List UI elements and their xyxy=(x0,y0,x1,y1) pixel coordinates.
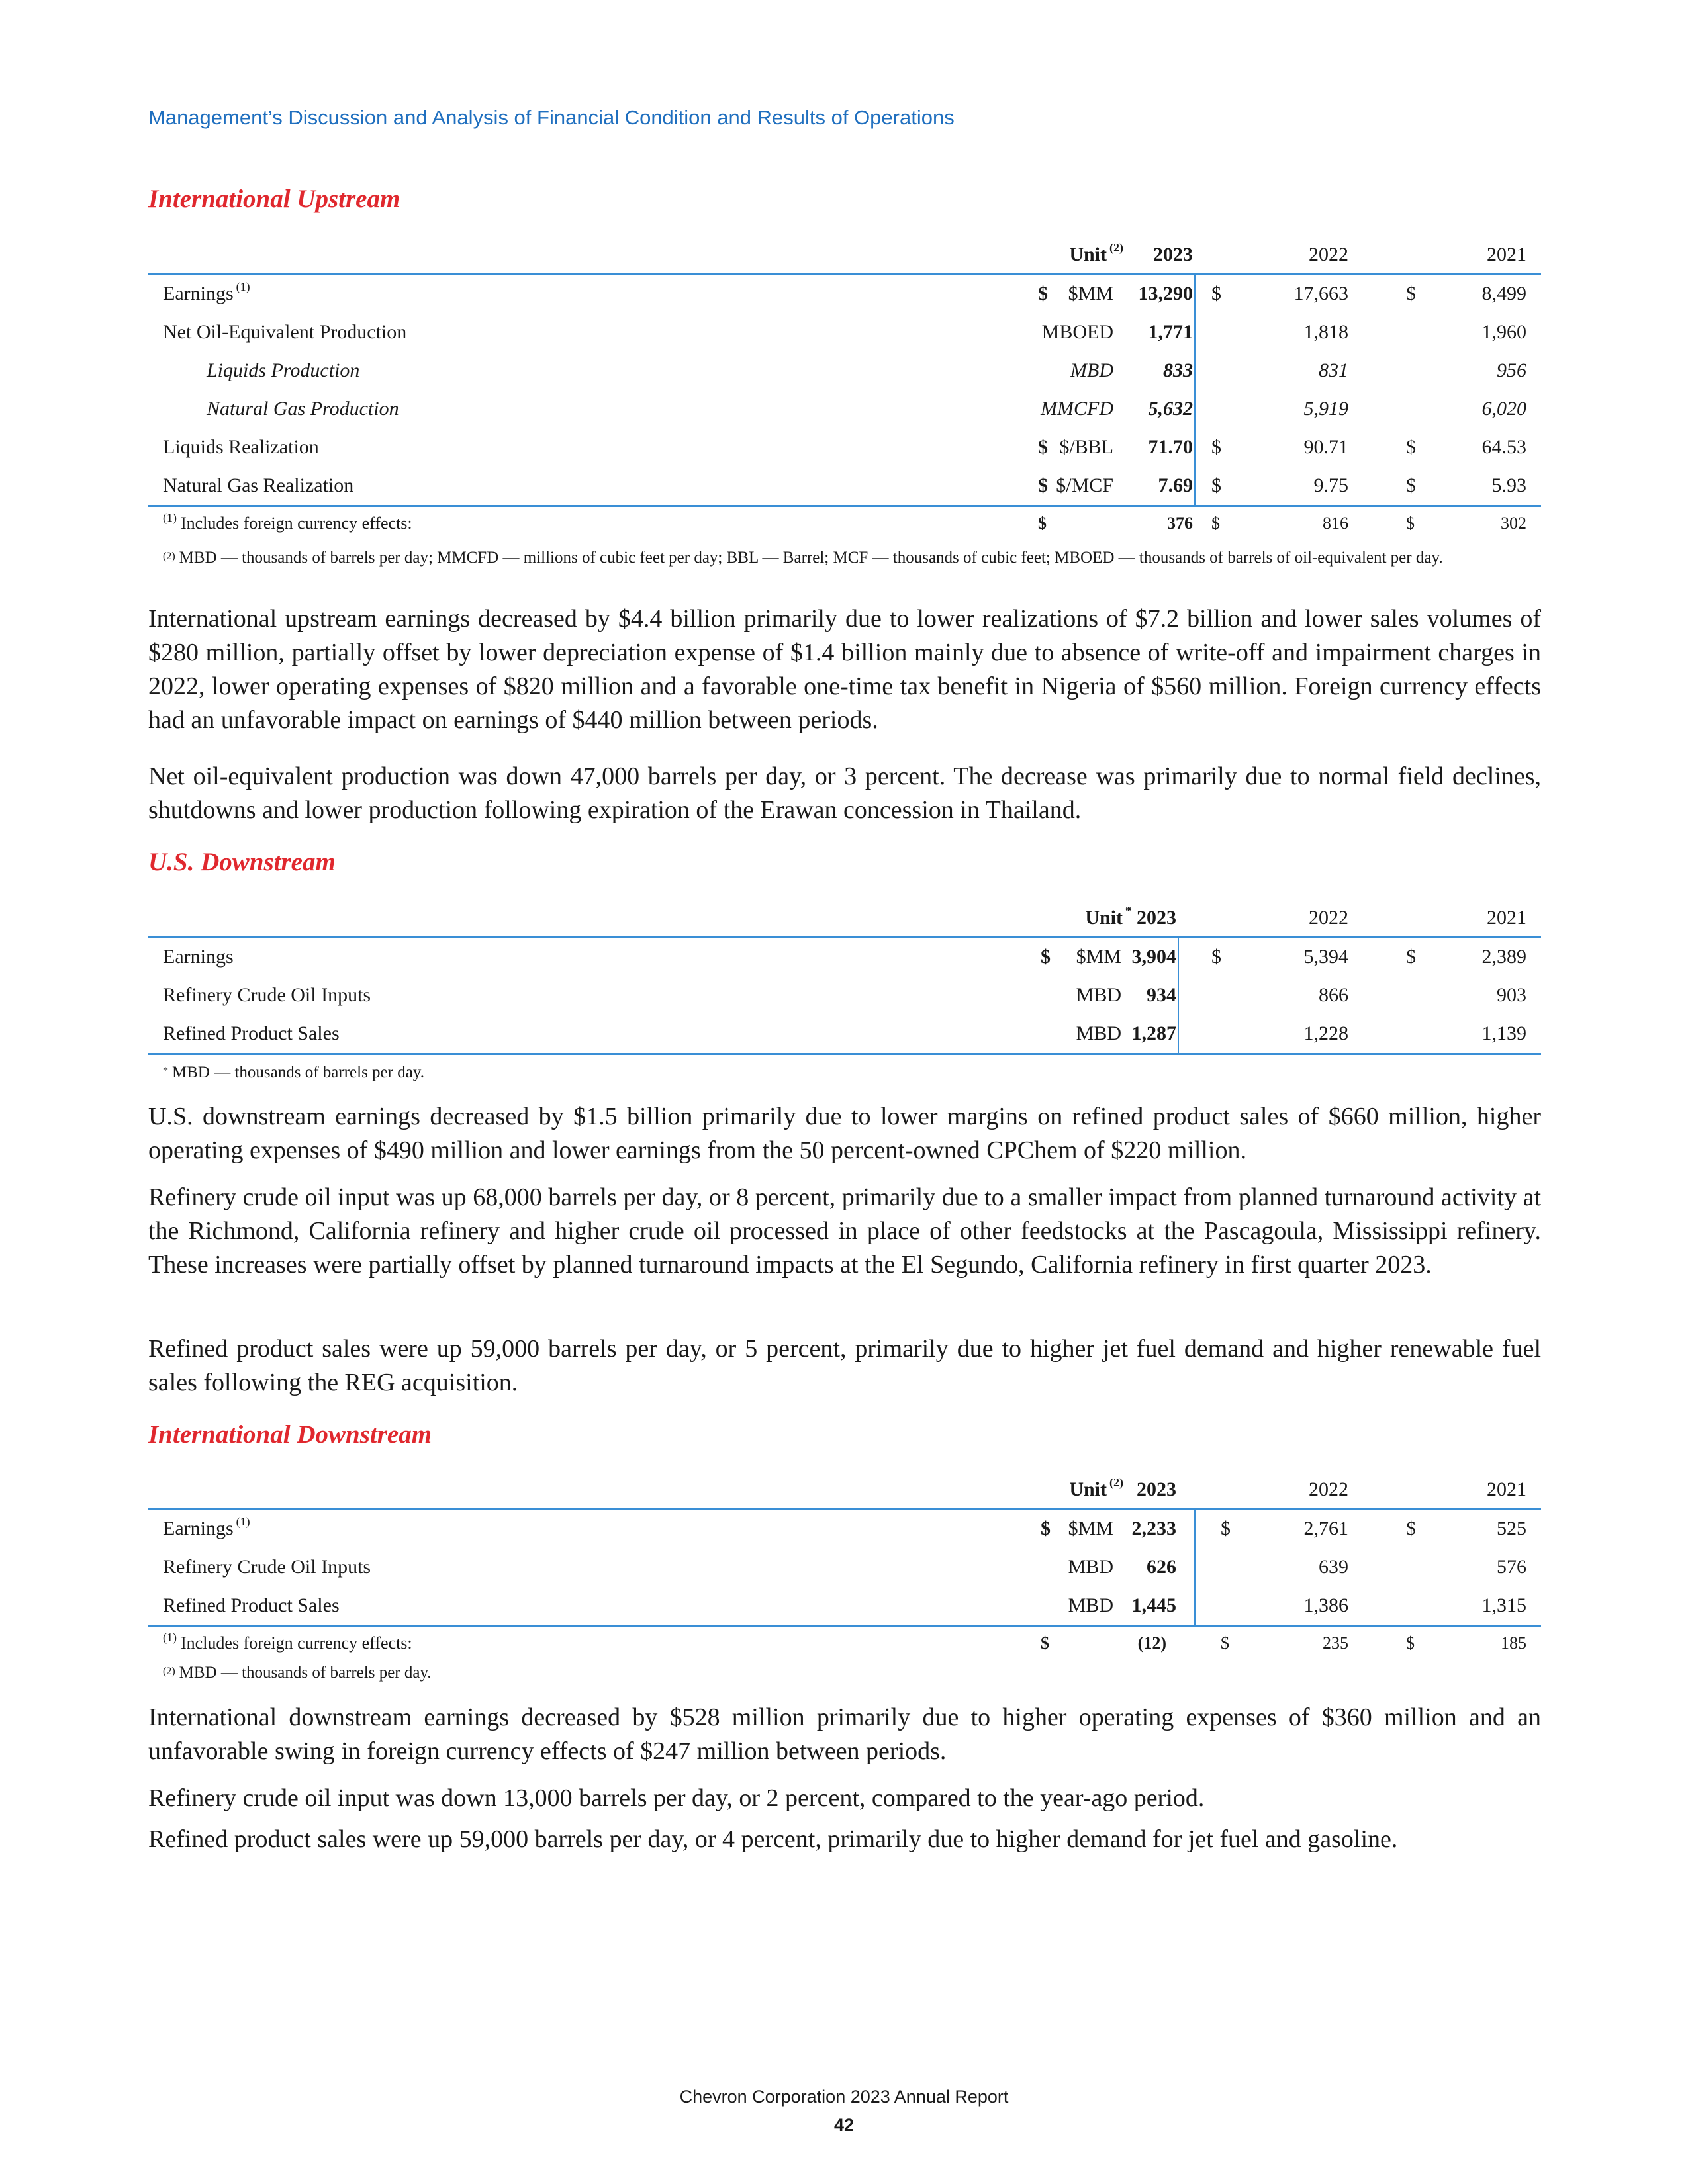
year-2023-header: 2023 xyxy=(1153,244,1193,265)
table-header-row xyxy=(148,901,1541,938)
table-row: Refined Product Sales MBD 1,287 1,228 1,139 xyxy=(148,1015,1541,1055)
fx-effects-row: $^{(1)}$ Includes foreign currency effects: $ (12) $ 235 $ 185 xyxy=(163,1631,1526,1653)
footnote: * MBD — thousands of barrels per day. xyxy=(163,1064,424,1081)
column-divider xyxy=(1194,1508,1196,1625)
unit-column-header: Unit $^{(2)}$ xyxy=(1069,1476,1123,1500)
fx-effects-row: $^{(1)}$ Includes foreign currency effects: $ 376 $ 816 $ 302 xyxy=(163,511,1526,533)
year-2023-header: 2023 xyxy=(1137,1479,1176,1500)
table-row: Natural Gas Production MMCFD 5,632 5,919 6,020 xyxy=(207,398,1526,420)
paragraph: Refined product sales were up 59,000 barrels per day, or 4 percent, primarily due to higher demand for jet fuel and gasoline. xyxy=(148,1825,1398,1853)
footnote: $^{(2)}$ MBD — thousands of barrels per day. xyxy=(163,1664,432,1682)
year-2021-header: 2021 xyxy=(1487,244,1526,265)
year-2022-header: 2022 xyxy=(1309,907,1348,929)
column-divider xyxy=(1194,273,1196,505)
paragraph: U.S. downstream earnings decreased by $1.5 billion primarily due to lower margins on refined product sales of $660 million, higher operating expenses of $490 million and lower earnings from the 50 percent-owned CPChem of $220 million. xyxy=(148,1103,1541,1164)
section-title-international-downstream: International Downstream xyxy=(148,1420,432,1449)
table-header-row xyxy=(148,238,1541,275)
table-row: Natural Gas Realization $/MCF $ 7.69 $ 9.75 $ 5.93 xyxy=(148,467,1541,507)
year-2022-header: 2022 xyxy=(1309,1479,1348,1500)
us-downstream-table xyxy=(148,901,1541,1055)
international-upstream-table xyxy=(148,238,1541,540)
table-row: Refinery Crude Oil Inputs MBD 934 866 903 xyxy=(163,984,1526,1006)
table-row: Net Oil-Equivalent Production MBOED 1,771 1,818 1,960 xyxy=(163,321,1526,343)
table-row: Earnings $^{(1)}$ $MM $ 2,233 $ 2,761 $ 525 xyxy=(163,1515,1526,1539)
table-row: Earnings $^{(1)}$ $MM $ 13,290 $ 17,663 $ 8,499 xyxy=(163,280,1526,304)
year-2022-header: 2022 xyxy=(1309,244,1348,265)
paragraph: Refined product sales were up 59,000 barrels per day, or 5 percent, primarily due to higher jet fuel demand and higher renewable fuel sales following the REG acquisition. xyxy=(148,1335,1541,1396)
footer-report-title: Chevron Corporation 2023 Annual Report xyxy=(679,2087,1009,2107)
unit-column-header: Unit * xyxy=(1085,904,1131,929)
paragraph: International upstream earnings decreased by $4.4 billion primarily due to lower realizations of $7.2 billion and lower sales volumes of $280 million, partially offset by lower depreciation expense of $1.4 billion mainly due to absence of write-off and impairment charges in 2022, lower operating expenses of $820 million and a favorable one-time tax benefit in Nigeria of $560 million. Foreign currency effects had an unfavorable impact on earnings of $440 million between periods. xyxy=(148,605,1541,734)
paragraph: Refinery crude oil input was up 68,000 barrels per day, or 8 percent, primarily due to a smaller impact from planned turnaround activity at the Richmond, California refinery and higher crude oil processed in place of other feedstocks at the Pascagoula, Mississippi refinery. These increases were partially offset by planned turnaround impacts at the El Segundo, California refinery in first quarter 2023. xyxy=(148,1183,1541,1279)
year-2021-header: 2021 xyxy=(1487,907,1526,929)
table-row: Liquids Realization $/BBL $ 71.70 $ 90.71 $ 64.53 xyxy=(163,436,1526,458)
year-2021-header: 2021 xyxy=(1487,1479,1526,1500)
year-2023-header: 2023 xyxy=(1137,907,1176,929)
international-downstream-table xyxy=(148,1473,1541,1660)
page-number: 42 xyxy=(833,2115,855,2135)
footnote: $^{(2)}$ MBD — thousands of barrels per day; MMCFD — millions of cubic feet per day; BBL — Barrel; MCF — thousands of cubic feet; MBOED — thousands of barrels of oil-equivalent per day. xyxy=(163,549,1443,567)
section-title-international-upstream: International Upstream xyxy=(148,185,400,213)
table-row: Refined Product Sales MBD 1,445 1,386 1,315 xyxy=(148,1586,1541,1627)
column-divider xyxy=(1178,936,1179,1053)
unit-column-header: Unit $^{(2)}$ xyxy=(1069,241,1123,265)
table-row: Refinery Crude Oil Inputs MBD 626 639 576 xyxy=(163,1556,1526,1578)
table-row: Liquids Production MBD 833 831 956 xyxy=(207,359,1526,381)
table-row: Earnings $MM $ 3,904 $ 5,394 $ 2,389 xyxy=(163,946,1526,968)
paragraph: International downstream earnings decreased by $528 million primarily due to higher operating expenses of $360 million and an unfavorable swing in foreign currency effects of $247 million between periods. xyxy=(148,1704,1541,1765)
paragraph: Refinery crude oil input was down 13,000 barrels per day, or 2 percent, compared to the year-ago period. xyxy=(148,1784,1205,1812)
section-title-us-downstream: U.S. Downstream xyxy=(148,848,336,876)
table-header-row xyxy=(148,1473,1541,1510)
page-header: Management’s Discussion and Analysis of Financial Condition and Results of Operations xyxy=(148,106,955,129)
paragraph: Net oil-equivalent production was down 47,000 barrels per day, or 3 percent. The decrease was primarily due to normal field declines, shutdowns and lower production following expiration of the Erawan concession in Thailand. xyxy=(148,762,1541,824)
